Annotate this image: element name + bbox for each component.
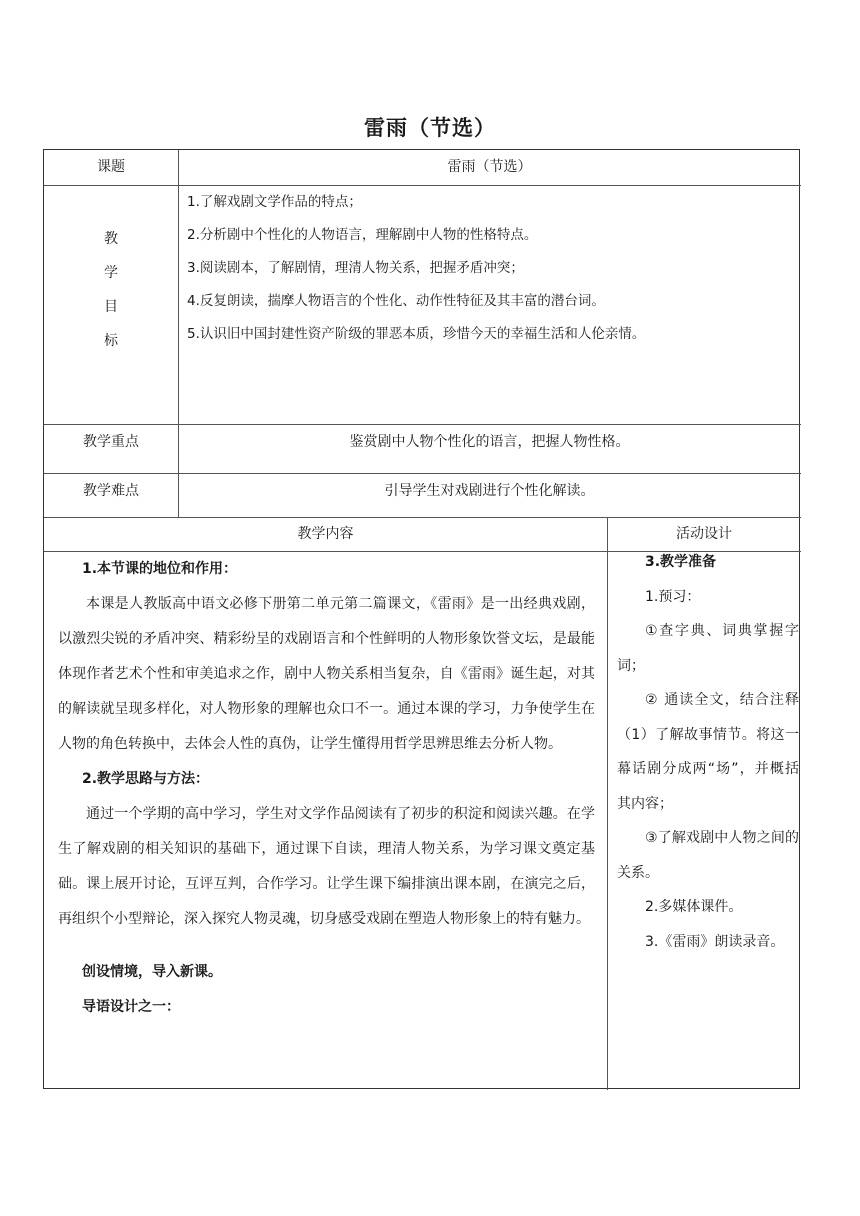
activity-item: 3.《雷雨》朗读录音。 [645, 933, 785, 950]
objectives-list [187, 186, 787, 351]
column-divider [607, 518, 608, 1090]
objective-item: 2.分析剧中个性化的人物语言，理解剧中人物的性格特点。 [187, 227, 538, 243]
content-column-header: 教学内容 [297, 526, 354, 542]
activity-column-header: 活动设计 [676, 526, 732, 542]
objectives-label-char: 学 [104, 265, 118, 281]
page-title: 雷雨（节选） [364, 116, 496, 140]
objectives-label-char: 目 [104, 299, 118, 315]
objective-item: 4.反复朗读，揣摩人物语言的个性化、动作性特征及其丰富的潜台词。 [187, 293, 605, 309]
objectives-label-char: 教 [104, 231, 118, 247]
key-points-label: 教学重点 [83, 434, 139, 450]
topic-value: 雷雨（节选） [447, 159, 532, 175]
activity-item: ② 通读全文，结合注释（1）了解故事情节。将这一幕话剧分成两“场”，并概括其内容； [617, 692, 799, 812]
key-points-value: 鉴赏剧中人物个性化的语言，把握人物性格。 [349, 434, 630, 450]
difficulty-value: 引导学生对戏剧进行个性化解读。 [384, 483, 595, 499]
activity-design [617, 545, 799, 959]
spacer [58, 937, 595, 955]
activity-item: 2.多媒体课件。 [645, 899, 743, 915]
section-heading: 导语设计之一： [82, 999, 180, 1015]
objective-item: 5.认识旧中国封建性资产阶级的罪恶本质，珍惜今天的幸福生活和人伦亲情。 [187, 326, 646, 342]
topic-label: 课题 [97, 159, 125, 175]
objectives-label [44, 222, 178, 358]
objective-item: 1.了解戏剧文学作品的特点； [187, 194, 362, 210]
section-heading: 1.本节课的地位和作用： [82, 561, 238, 577]
difficulty-label: 教学难点 [83, 483, 139, 499]
activity-item: 1.预习： [645, 588, 701, 605]
activity-item: ①查字典、词典掌握字词； [617, 623, 799, 674]
lesson-plan-table [43, 149, 800, 1089]
section-paragraph: 本课是人教版高中语文必修下册第二单元第二篇课文，《雷雨》是一出经典戏剧，以激烈尖锐的矛盾冲突、精彩纷呈的戏剧语言和个性鲜明的人物形象饮誉文坛，是最能体现作者艺术个性和审美追求之作，剧中人物关系相当复杂，自《雷雨》诞生起，对其的解读就呈现多样化，对人物形象的理解也众口不一。通过本课的学习，力争使学生在人物的角色转换中，去体会人性的真伪，让学生懂得用哲学思辨思维去分析人物。 [58, 596, 595, 752]
section-paragraph: 通过一个学期的高中学习，学生对文学作品阅读有了初步的积淀和阅读兴趣。在学生了解戏剧的相关知识的基础下，通过课下自读，理清人物关系，为学习课文奠定基础。课上展开讨论，互评互判，合作学习。让学生课下编排演出课本剧，在演完之后，再组织个小型辩论，深入探究人物灵魂，切身感受戏剧在塑造人物形象上的特有魅力。 [58, 806, 595, 927]
section-heading: 创设情境，导入新课。 [82, 964, 222, 980]
objectives-label-char: 标 [104, 333, 118, 349]
activity-heading: 3.教学准备 [645, 554, 717, 570]
teaching-content [58, 552, 595, 1025]
section-heading: 2.教学思路与方法： [82, 771, 210, 787]
objective-item: 3.阅读剧本，了解剧情，理清人物关系，把握矛盾冲突； [187, 260, 524, 276]
activity-item: ③了解戏剧中人物之间的关系。 [617, 830, 799, 881]
